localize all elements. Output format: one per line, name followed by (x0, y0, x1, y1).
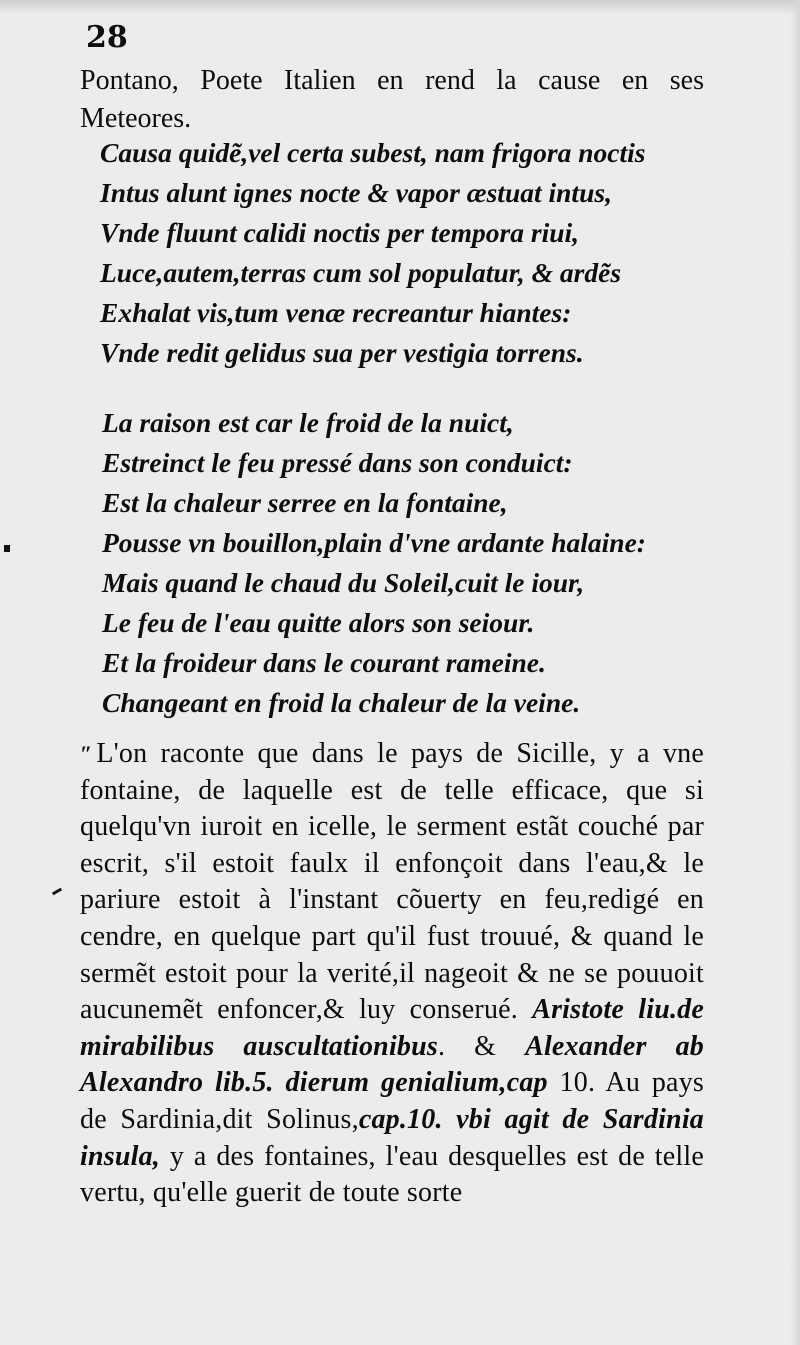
ink-speck (52, 888, 62, 896)
latin-verse-line: Vnde fluunt calidi noctis per tempora riui, (100, 217, 580, 248)
citation-solinus: cap.10. vbi agit de Sardinia insula, (80, 1103, 704, 1172)
french-verse-line: Est la chaleur serree en la fontaine, (102, 487, 508, 518)
citation-alexander: Alexander ab Alexandro lib.5. dierum genialium,cap (80, 1030, 704, 1099)
paragraph-text: y a des fontaines, l'eau desquelles est de telle vertu, qu'elle guerit de toute sorte (80, 1140, 704, 1209)
latin-verse-line: Causa quidẽ,vel certa subest, nam frigora noctis (100, 137, 646, 168)
body-paragraph (80, 736, 704, 1212)
page-shadow-top (0, 0, 800, 14)
french-verse-line: Mais quand le chaud du Soleil,cuit le iour, (102, 567, 585, 598)
french-verse-line: Le feu de l'eau quitte alors son seiour. (102, 607, 535, 638)
french-verse-line: Et la froideur dans le courant rameine. (102, 647, 546, 678)
latin-verse-line: Luce,autem,terras cum sol populatur, & ardẽs (100, 257, 622, 288)
page-number: 28 (86, 20, 128, 55)
paragraph-text: . & (438, 1030, 526, 1062)
paragraph-text: 10. Au pays de Sardinia,dit Solinus, (80, 1067, 704, 1135)
french-verse-line: La raison est car le froid de la nuict, (102, 407, 514, 438)
latin-verse-line: Intus alunt ignes nocte & vapor æstuat intus, (100, 177, 612, 208)
french-verse-line: Pousse vn bouillon,plain d'vne ardante halaine: (102, 527, 646, 558)
latin-verse-line: Exhalat vis,tum venæ recreantur hiantes: (100, 297, 572, 328)
paragraph-text: L'on raconte que dans le pays de Sicille, y a vne fontaine, de laquelle est de telle efficace, que si quelqu'vn iuroit en icelle, le serment estãt couché par escrit, s'il estoit faulx il enfonçoit dans l'eau,& le pariure estoit à l'instant cõuerty en feu,redigé en cendre, en quelque part qu'il fust trouué, & quand le sermẽt estoit pour la verité,il nageoit & ne se pouuoit aucunemẽt enfoncer,& luy conserué. (80, 738, 704, 1026)
latin-verse (100, 133, 645, 373)
intro-text: Pontano, Poete Italien en rend la cause en ses Meteores. (80, 65, 704, 134)
latin-verse-line: Vnde redit gelidus sua per vestigia torrens. (100, 337, 584, 368)
marginal-quote-mark: ″ (80, 741, 93, 766)
french-verse-line: Estreinct le feu pressé dans son conduict: (102, 447, 573, 478)
french-verse-line: Changeant en froid la chaleur de la veine. (102, 687, 581, 718)
french-verse (102, 403, 646, 723)
ink-speck (4, 545, 10, 552)
page-shadow-right (790, 0, 800, 1345)
citation-aristote: Aristote liu.de mirabilibus auscultationibus (80, 994, 704, 1062)
